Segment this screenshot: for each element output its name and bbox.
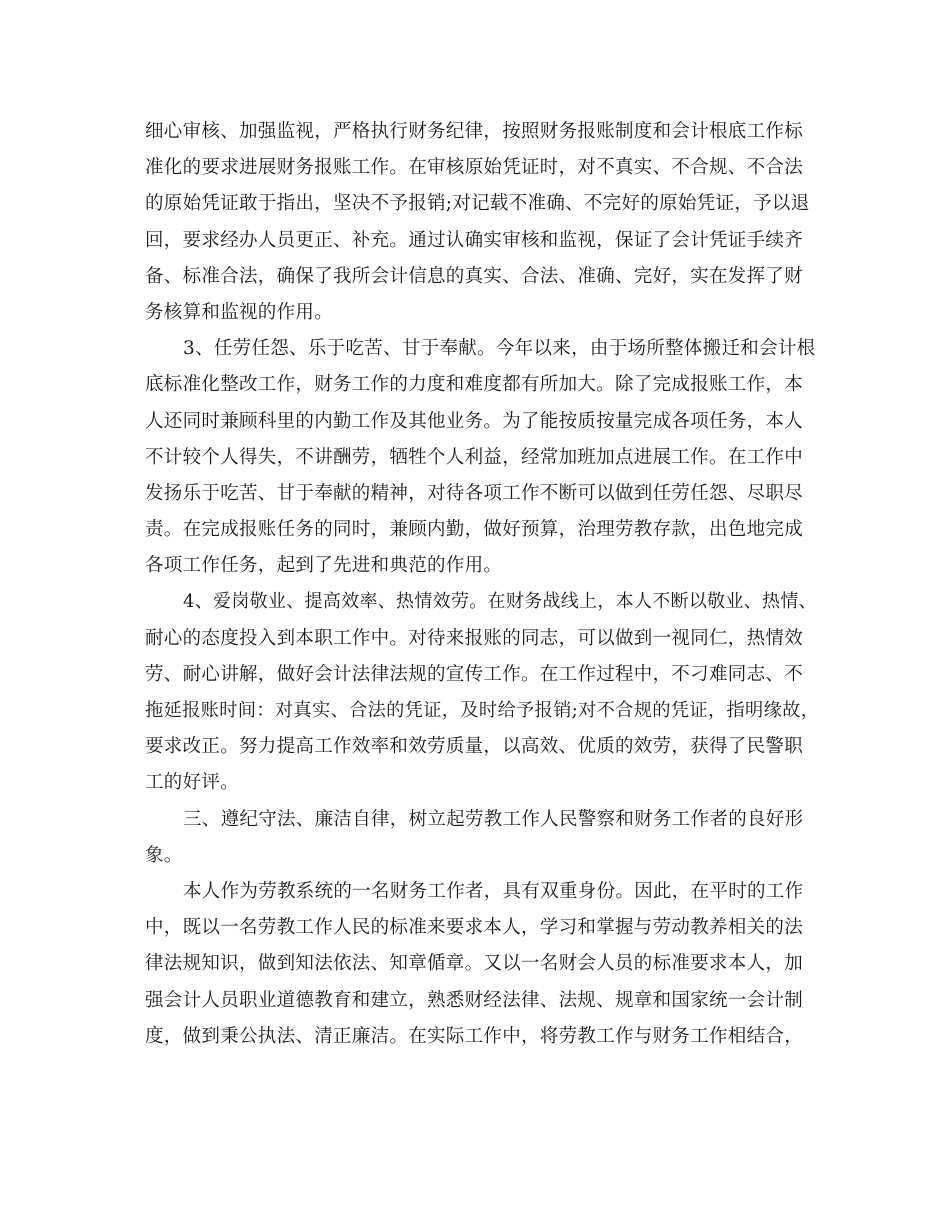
text-line: 度，做到秉公执法、清正廉洁。在实际工作中，将劳教工作与财务工作相结合， bbox=[145, 1025, 804, 1047]
text-line: 准化的要求进展财务报账工作。在审核原始凭证时，对不真实、不合规、不合法 bbox=[145, 157, 804, 179]
text-line: 的原始凭证敢于指出，坚决不予报销;对记载不准确、不完好的原始凭证，予以退 bbox=[145, 193, 810, 215]
text-line: 底标准化整改工作，财务工作的力度和难度都有所加大。除了完成报账工作，本 bbox=[145, 374, 804, 396]
text-line: 务核算和监视的作用。 bbox=[145, 301, 334, 323]
text-line: 发扬乐于吃苦、甘于奉献的精神，对待各项工作不断可以做到任劳任怨、尽职尽 bbox=[145, 482, 804, 504]
text-line: 责。在完成报账任务的同时，兼顾内勤，做好预算，治理劳教存款，出色地完成 bbox=[145, 519, 804, 541]
text-line: 律法规知识，做到知法依法、知章偱章。又以一名财会人员的标准要求本人，加 bbox=[145, 953, 804, 975]
text-line: 象。 bbox=[145, 844, 183, 866]
text-line: 中，既以一名劳教工作人民的标准来要求本人，学习和掌握与劳动教养相关的法 bbox=[145, 917, 804, 939]
text-line: 不计较个人得失，不讲酬劳，牺牲个人利益，经常加班加点进展工作。在工作中 bbox=[145, 446, 804, 468]
text-line: 拖延报账时间：对真实、合法的凭证，及时给予报销;对不合规的凭证，指明缘故， bbox=[145, 700, 820, 721]
text-line: 细心审核、加强监视，严格执行财务纪律，按照财务报账制度和会计根底工作标 bbox=[145, 121, 804, 142]
text-line: 人还同时兼顾科里的内勤工作及其他业务。为了能按质按量完成各项任务，本人 bbox=[145, 410, 804, 432]
text-line: 工的好评。 bbox=[145, 772, 240, 794]
text-line: 各项工作任务，起到了先进和典范的作用。 bbox=[145, 555, 503, 577]
text-line: 备、标准合法，确保了我所会计信息的真实、合法、准确、完好，实在发挥了财 bbox=[145, 265, 804, 287]
text-line: 本人作为劳教系统的一名财务工作者，具有双重身份。因此，在平时的工作 bbox=[183, 880, 804, 902]
text-line: 3、任劳任怨、乐于吃苦、甘于奉献。今年以来，由于场所整体搬迁和会计根 bbox=[183, 338, 816, 360]
text-line: 回，要求经办人员更正、补充。通过认确实审核和监视，保证了会计凭证手续齐 bbox=[145, 229, 804, 251]
text-line: 要求改正。努力提高工作效率和效劳质量，以高效、优质的效劳，获得了民警职 bbox=[145, 736, 804, 758]
text-line: 三、遵纪守法、廉洁自律，树立起劳教工作人民警察和财务工作者的良好形 bbox=[183, 808, 804, 830]
document-body-text bbox=[145, 114, 825, 1055]
text-line: 耐心的态度投入到本职工作中。对待来报账的同志，可以做到一视同仁，热情效 bbox=[145, 627, 804, 649]
text-line: 劳、耐心讲解，做好会计法律法规的宣传工作。在工作过程中，不刁难同志、不 bbox=[145, 663, 804, 685]
text-line: 4、爱岗敬业、提高效率、热情效劳。在财务战线上，本人不断以敬业、热情、 bbox=[183, 591, 817, 613]
text-line: 强会计人员职业道德教育和建立，熟悉财经法律、法规、规章和国家统一会计制 bbox=[145, 989, 804, 1011]
